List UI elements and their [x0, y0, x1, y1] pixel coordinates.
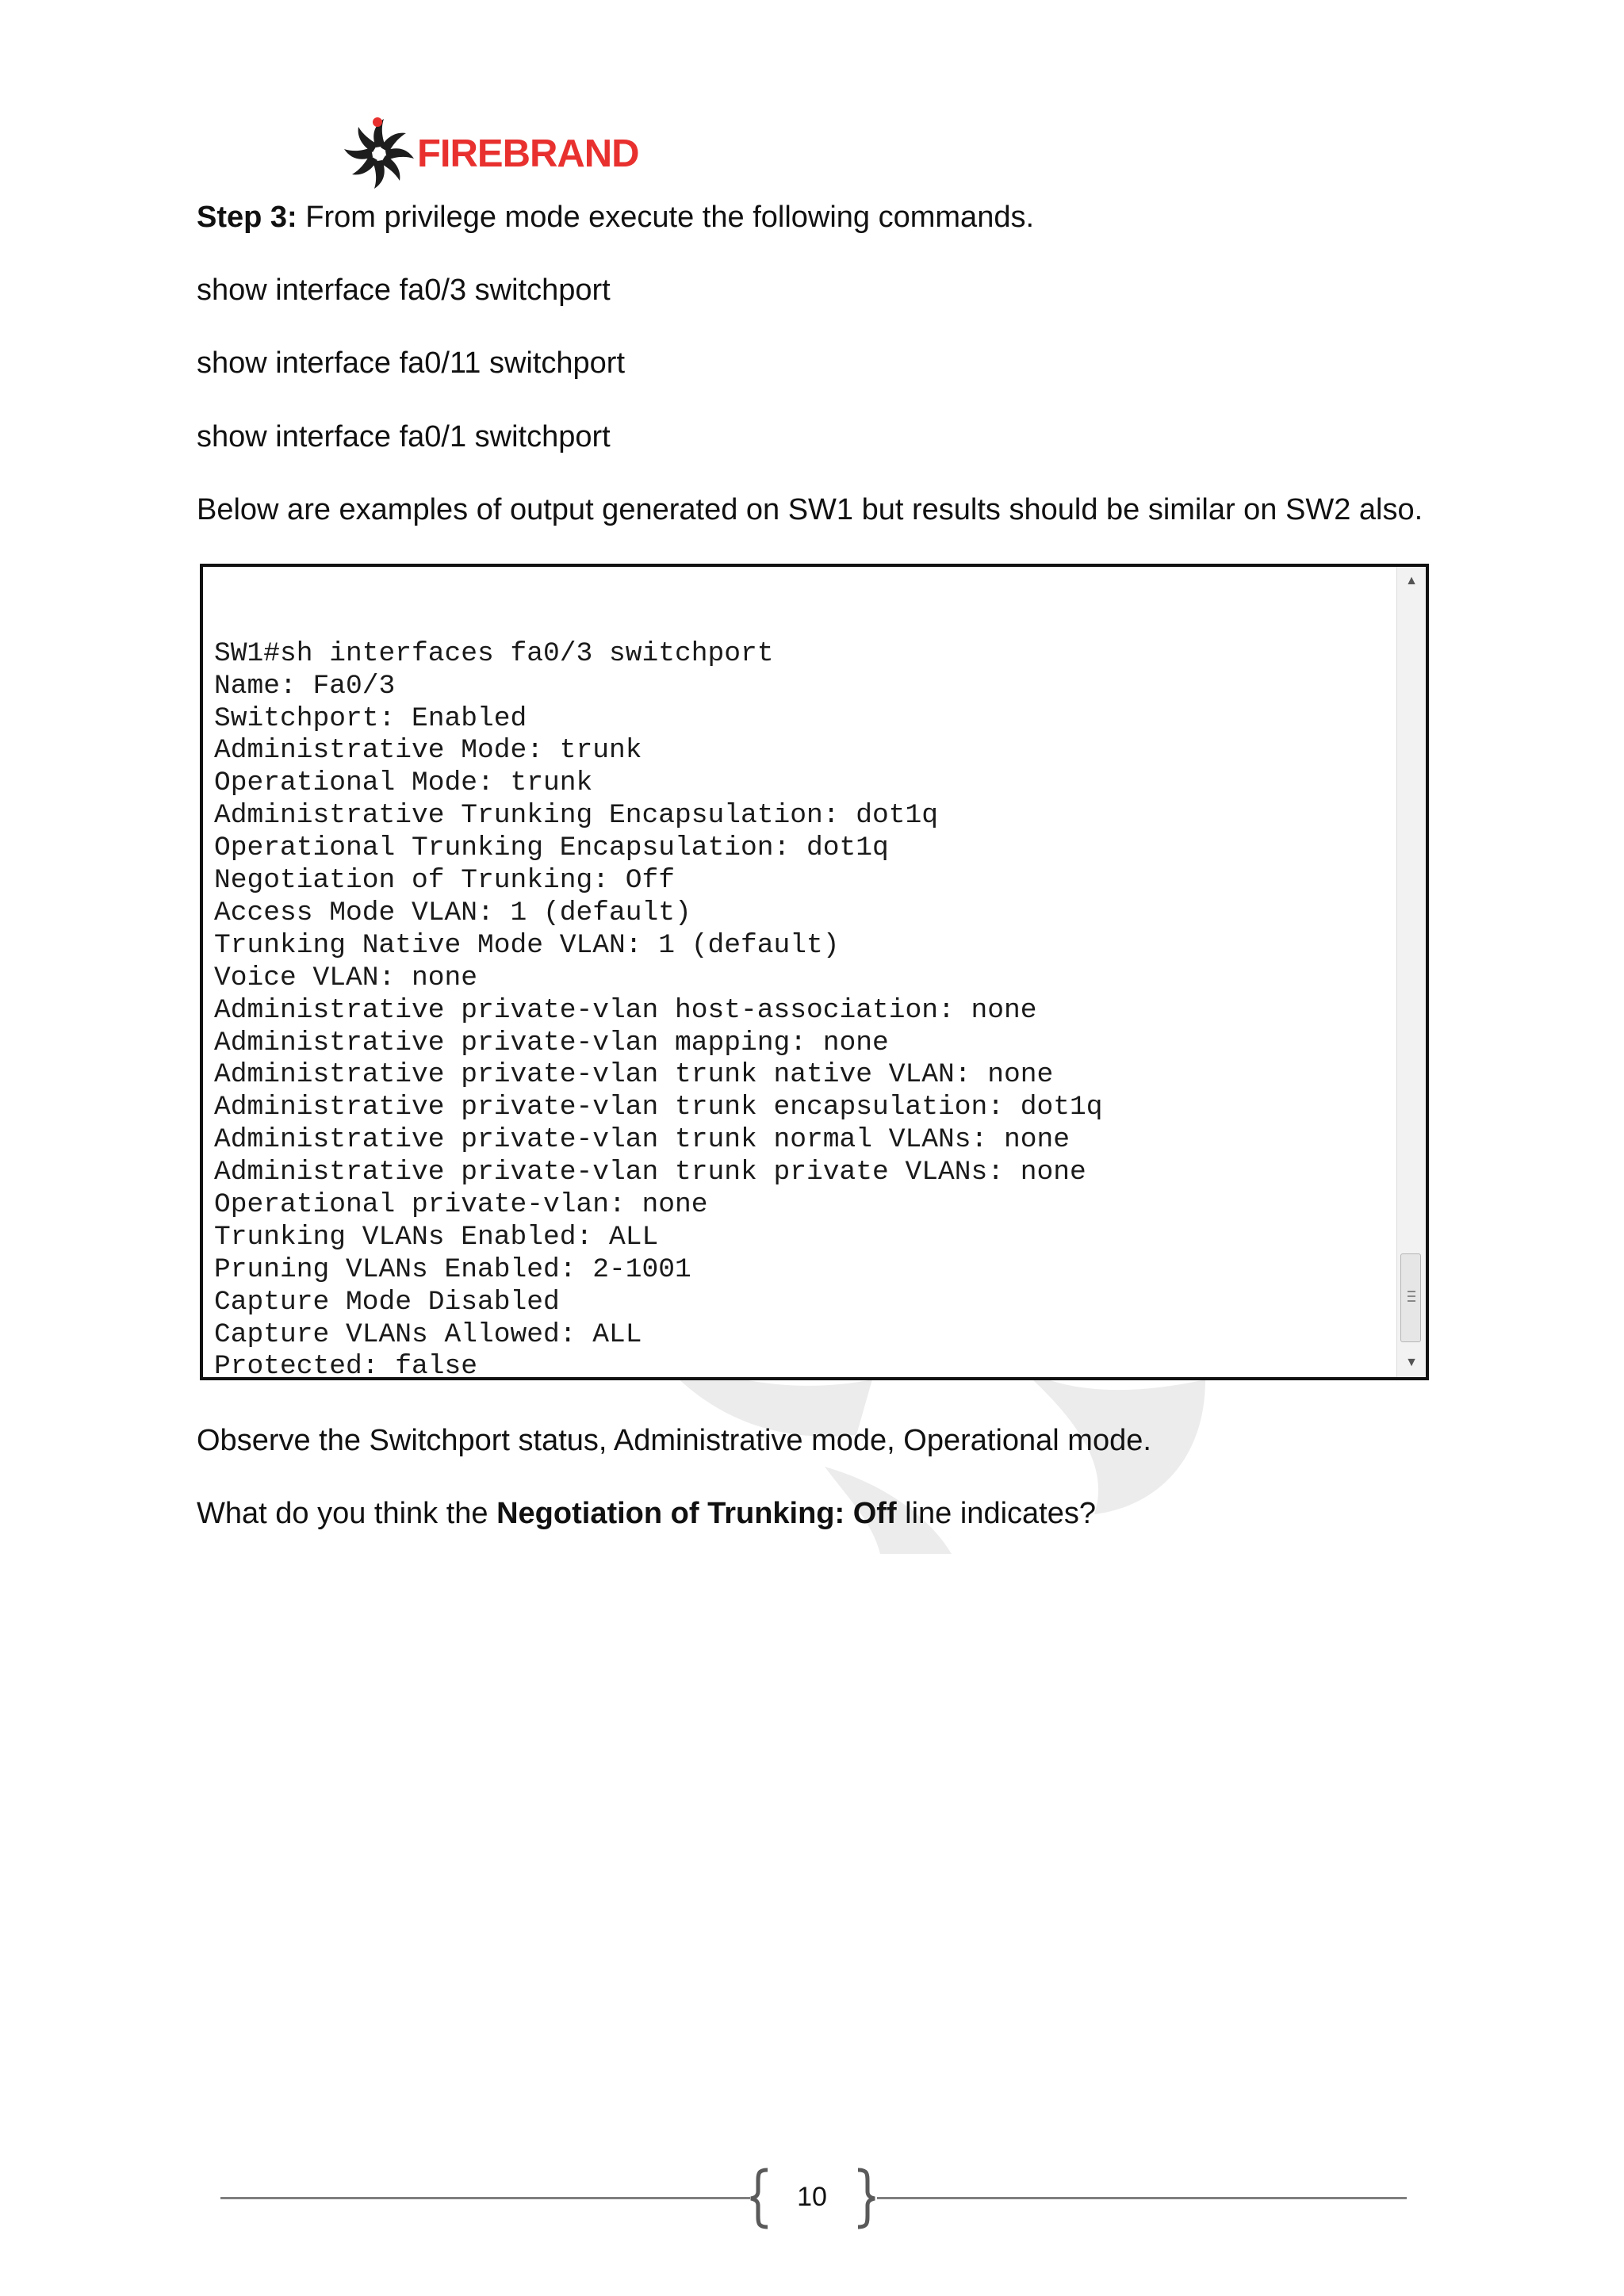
page-number: 10: [797, 2182, 827, 2212]
terminal-line: Capture VLANs Allowed: ALL: [214, 1318, 642, 1350]
step-label: Step 3:: [197, 201, 297, 234]
terminal-line: Administrative private-vlan trunk private VLANs: none: [214, 1157, 1086, 1188]
terminal-line: Operational Mode: trunk: [214, 767, 593, 799]
right-brace-icon: [853, 2168, 877, 2229]
question-after: line indicates?: [896, 1497, 1096, 1530]
footer-rule-left: [220, 2197, 750, 2199]
terminal-line: Trunking Native Mode VLAN: 1 (default): [214, 929, 840, 961]
terminal-line: SW1#sh interfaces fa0/3 switchport: [214, 637, 774, 669]
terminal-line: Administrative Trunking Encapsulation: dot1q: [214, 800, 939, 832]
terminal-scrollbar[interactable]: [1396, 567, 1426, 1377]
terminal-line: Administrative private-vlan mapping: none: [214, 1027, 889, 1058]
terminal-line: Voice VLAN: none: [214, 962, 478, 993]
step-text: From privilege mode execute the following commands.: [297, 201, 1035, 234]
terminal-output: [200, 564, 1429, 1380]
terminal-line: Access Mode VLAN: 1 (default): [214, 897, 691, 928]
terminal-line: Administrative private-vlan trunk native VLAN: none: [214, 1059, 1054, 1091]
question-text: [197, 1496, 1096, 1531]
terminal-line: Operational private-vlan: none: [214, 1188, 708, 1220]
firebrand-logo-text: FIREBRAND: [417, 132, 639, 175]
firebrand-pinwheel-icon: [344, 117, 414, 190]
terminal-line: Switchport: Enabled: [214, 702, 527, 734]
observe-text: Observe the Switchport status, Administrative mode, Operational mode.: [197, 1424, 1151, 1457]
terminal-line: Name: Fa0/3: [214, 670, 396, 702]
terminal-line: Administrative private-vlan trunk normal VLANs: none: [214, 1124, 1071, 1156]
terminal-line: Operational Trunking Encapsulation: dot1q: [214, 832, 889, 864]
terminal-line: Trunking VLANs Enabled: ALL: [214, 1221, 659, 1253]
footer-rule-right: [877, 2197, 1407, 2199]
step-instruction: [197, 200, 1034, 235]
command-line: show interface fa0/3 switchport: [197, 274, 611, 307]
intro-text: Below are examples of output generated on SW1 but results should be similar on SW2 also.: [197, 493, 1423, 526]
question-before: What do you think the: [197, 1497, 497, 1530]
question-bold: Negotiation of Trunking: Off: [496, 1497, 897, 1530]
terminal-line: Administrative private-vlan host-association: none: [214, 994, 1037, 1026]
terminal-line: Pruning VLANs Enabled: 2-1001: [214, 1253, 691, 1285]
scroll-up-arrow-icon[interactable]: ▲: [1405, 574, 1418, 587]
terminal-line: Capture Mode Disabled: [214, 1286, 560, 1318]
terminal-line: Protected: false: [214, 1351, 478, 1380]
scroll-down-arrow-icon[interactable]: ▼: [1405, 1356, 1418, 1369]
terminal-line: Administrative Mode: trunk: [214, 735, 642, 767]
command-line: show interface fa0/1 switchport: [197, 420, 611, 453]
command-line: show interface fa0/11 switchport: [197, 346, 626, 380]
firebrand-logo: [344, 117, 639, 190]
terminal-text: [214, 573, 1103, 1380]
left-brace-icon: [749, 2168, 772, 2229]
terminal-line: Negotiation of Trunking: Off: [214, 865, 676, 897]
terminal-line: Administrative private-vlan trunk encapsulation: dot1q: [214, 1092, 1103, 1123]
scrollbar-thumb[interactable]: [1400, 1253, 1421, 1342]
